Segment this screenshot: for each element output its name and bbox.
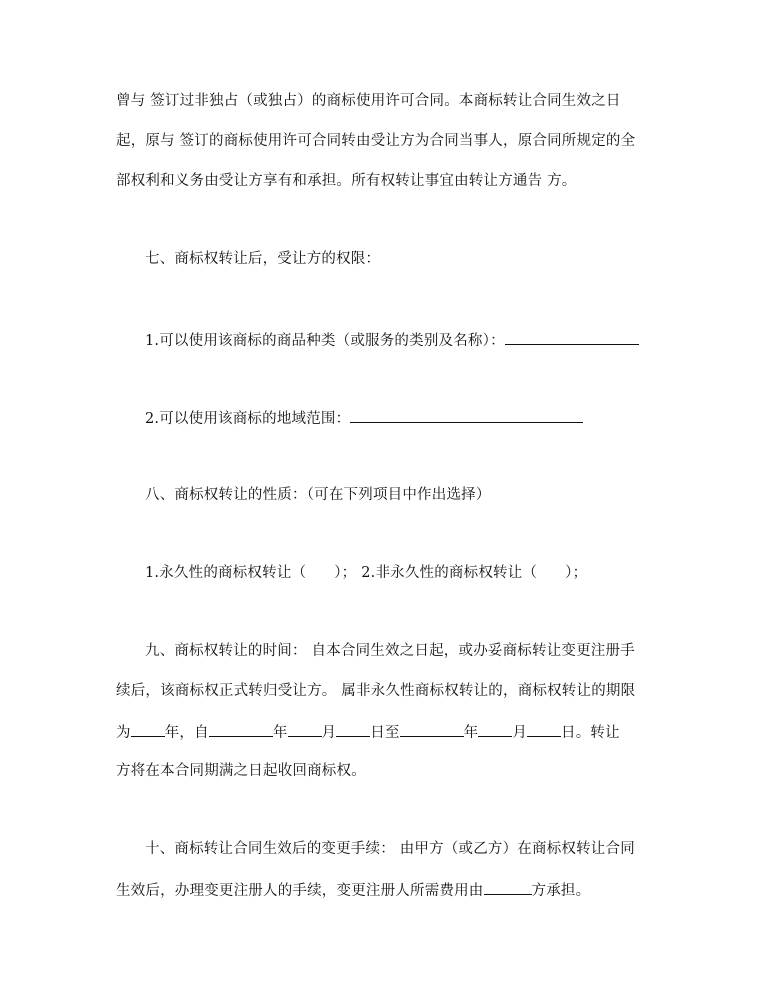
- section-9-line: 九、商标权转让的时间： 自本合同生效之日起，或办妥商标转让变更注册手: [145, 643, 635, 659]
- section-9-term-line: [116, 721, 620, 743]
- section-9-line: 方将在本合同期满之日起收回商标权。: [116, 763, 366, 779]
- section-8-heading: 八、商标权转让的性质：（可在下列项目中作出选择）: [145, 487, 491, 503]
- paragraph-line: 曾与 签订过非独占（或独占）的商标使用许可合同。本商标转让合同生效之日: [116, 93, 621, 109]
- item-label: 1.可以使用该商标的商品种类（或服务的类别及名称）：: [145, 333, 505, 349]
- fill-blank-goods-category[interactable]: [505, 329, 639, 345]
- section-7-item-2: [145, 407, 583, 429]
- section-10-line-2: [116, 879, 590, 901]
- fill-blank-years[interactable]: [131, 721, 165, 737]
- text: 年: [272, 725, 288, 741]
- section-7-heading: 七、商标权转让后，受让方的权限：: [145, 251, 381, 267]
- option-nonpermanent-close: ）；: [565, 565, 588, 581]
- fill-blank-end-year[interactable]: [400, 721, 464, 737]
- option-permanent-close: ）；: [334, 565, 357, 581]
- text: 月: [321, 725, 337, 741]
- paragraph-line: 部权利和义务由受让方享有和承担。所有权转让事宜由转让方通告 方。: [116, 173, 577, 189]
- fill-blank-region[interactable]: [350, 407, 583, 423]
- fill-blank-fee-payer[interactable]: [484, 879, 532, 895]
- fill-blank-start-day[interactable]: [336, 721, 370, 737]
- text: 方承担。: [531, 883, 591, 899]
- text: 年，自: [164, 725, 209, 741]
- fill-blank-end-day[interactable]: [527, 721, 561, 737]
- text: 日。转让: [561, 725, 620, 741]
- text: 生效后，办理变更注册人的手续，变更注册人所需费用由: [116, 883, 484, 899]
- fill-blank-end-month[interactable]: [478, 721, 512, 737]
- text: 日至: [370, 725, 400, 741]
- fill-blank-start-year[interactable]: [209, 721, 273, 737]
- option-permanent-label: 1.永久性的商标权转让（: [145, 565, 307, 581]
- text: 年: [463, 725, 479, 741]
- text: 为: [116, 725, 131, 741]
- fill-blank-start-month[interactable]: [288, 721, 322, 737]
- text: 月: [512, 725, 528, 741]
- section-8-options: [145, 563, 587, 583]
- item-label: 2.可以使用该商标的地域范围：: [145, 411, 351, 427]
- section-10-line: 十、商标转让合同生效后的变更手续： 由甲方（或乙方）在商标权转让合同: [145, 841, 635, 857]
- option-nonpermanent-label: 2.非永久性的商标权转让（: [361, 565, 538, 581]
- section-7-item-1: [145, 329, 639, 351]
- section-9-line: 续后，该商标权正式转归受让方。 属非永久性商标权转让的，商标权转让的期限: [116, 683, 636, 699]
- paragraph-line: 起，原与 签订的商标使用许可合同转由受让方为合同当事人，原合同所规定的全: [116, 133, 636, 149]
